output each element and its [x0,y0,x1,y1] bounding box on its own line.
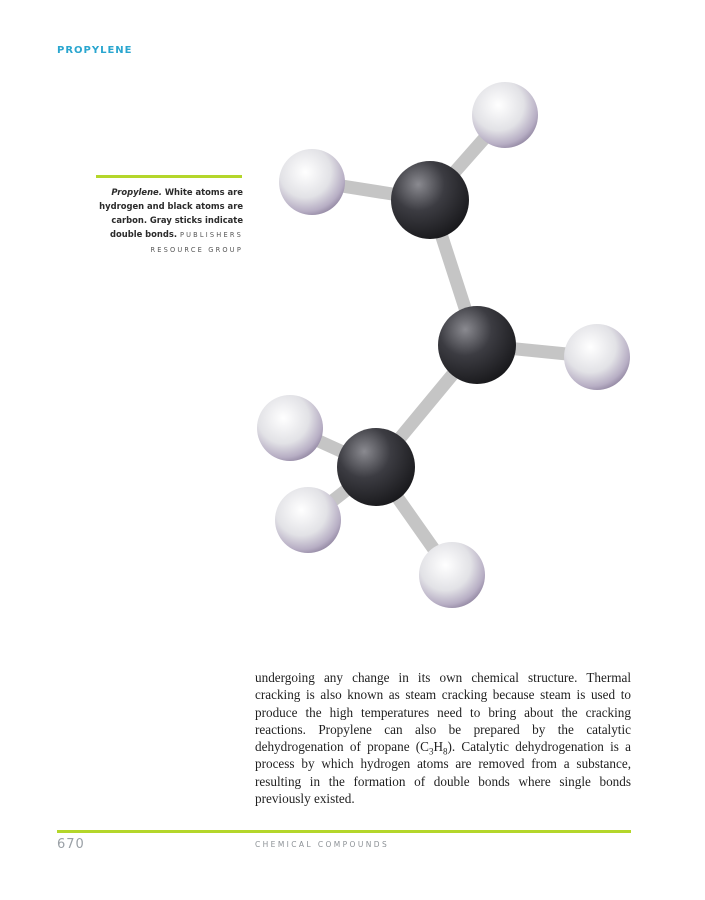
body-paragraph [255,669,631,807]
running-title: CHEMICAL COMPOUNDS [255,840,390,849]
subscript-hydrogen-count: 8 [443,746,448,757]
page-number: 670 [57,837,85,852]
hydrogen-atom [279,149,345,215]
photo-credit-line2: RESOURCE GROUP [150,246,243,254]
figure-caption [96,185,243,257]
hydrogen-atom [419,542,485,608]
footer-rule [57,830,631,833]
hydrogen-symbol: H [433,739,443,755]
propylene-molecule-model [240,70,650,625]
photo-credit-line1: PUBLISHERS [179,231,243,239]
atoms [257,82,630,608]
caption-rule [96,175,242,178]
hydrogen-atom [275,487,341,553]
hydrogen-atom [257,395,323,461]
hydrogen-atom [564,324,630,390]
caption-text: White atoms are hydrogen and black atoms are carbon. Gray sticks indicate double bonds. [99,187,243,239]
hydrogen-atom [472,82,538,148]
carbon-atom [337,428,415,506]
caption-title: Propylene. [111,187,162,197]
carbon-atom [438,306,516,384]
carbon-atom [391,161,469,239]
section-label: PROPYLENE [57,45,133,56]
text-before-formula: undergoing any change in its own chemical structure. Thermal cracking is also known as steam cracking because steam is used to produce the high temperatures need to bring about the cracking reactions. Propylene can also be prepared by the catalytic dehydrogenation of propane (C [255,670,631,755]
text-after-formula: ). Catalytic dehydrogenation is a process by which hydrogen atoms are removed from a substance, resulting in the formation of double bonds where single bonds previously existed. [255,739,631,807]
subscript-carbon-count: 3 [428,746,434,757]
body-text [255,669,631,807]
